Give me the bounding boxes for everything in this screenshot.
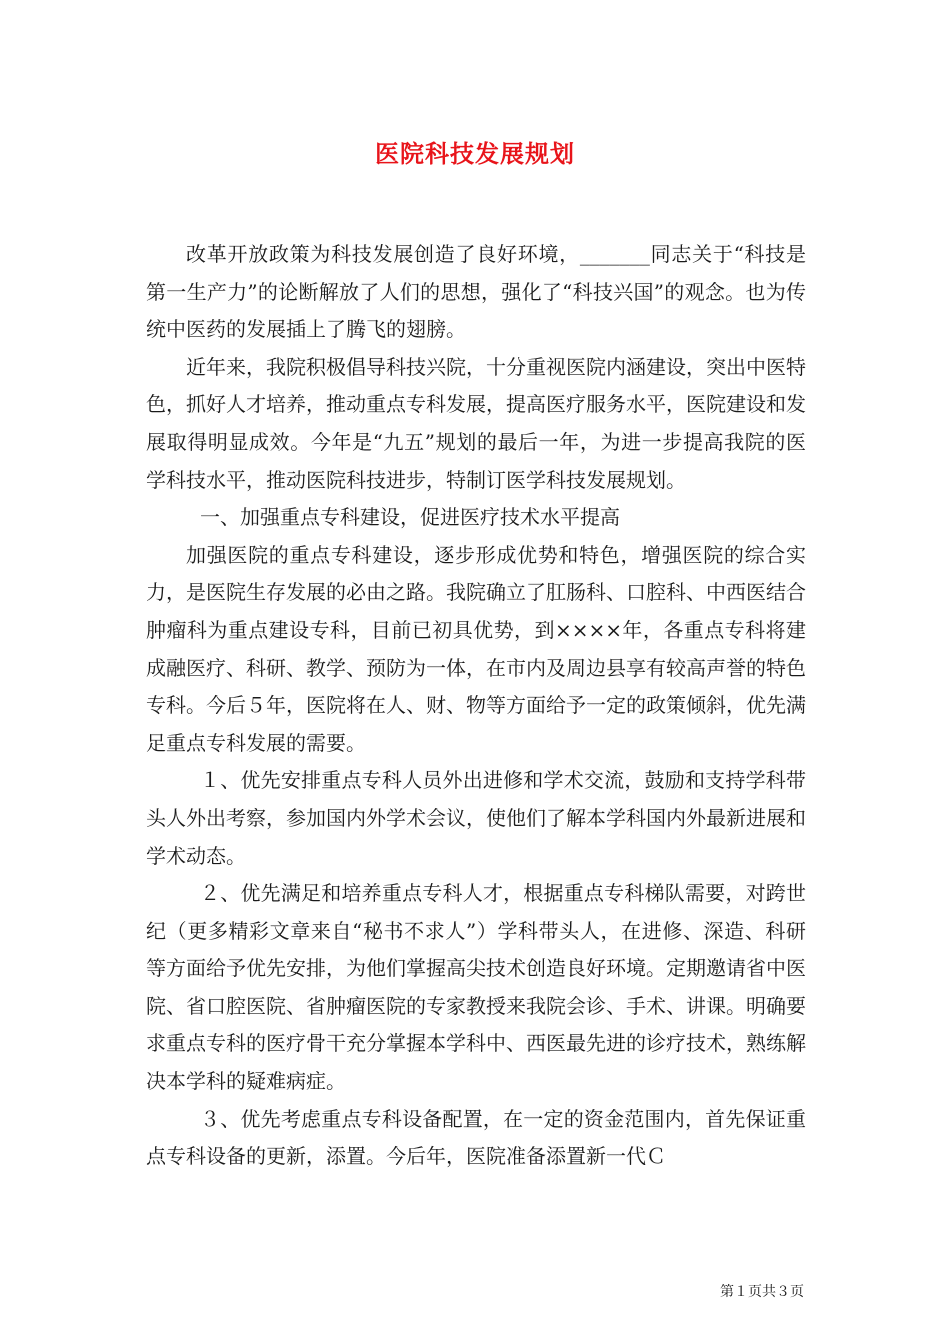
page-number: 第１页共３页 — [720, 1284, 804, 1300]
list-item: ３、优先考虑重点专科设备配置，在一定的资金范围内，首先保证重点专科设备的更新，添置。今后年，医院准备添置新一代Ｃ — [146, 1106, 806, 1169]
paragraph-intro: 改革开放政策为科技发展创造了良好环境，_______同志关于“科技是第一生产力”的论断解放了人们的思想，强化了“科技兴国”的观念。也为传统中医药的发展插上了腾飞的翅膀。 — [146, 242, 806, 342]
paragraph-recent-years: 近年来，我院积极倡导科技兴院，十分重视医院内涵建设，突出中医特色，抓好人才培养，推动重点专科发展，提高医疗服务水平，医院建设和发展取得明显成效。今年是“九五”规划的最后一年，为进一步提高我院的医学科技水平，推动医院科技进步，特制订医学科技发展规划。 — [146, 354, 806, 492]
section-intro-paragraph: 加强医院的重点专科建设，逐步形成优势和特色，增强医院的综合实力，是医院生存发展的必由之路。我院确立了肛肠科、口腔科、中西医结合肿瘤科为重点建设专科，目前已初具优势，到××××年，各重点专科将建成融医疗、科研、教学、预防为一体，在市内及周边县享有较高声誉的特色专科。今后５年，医院将在人、财、物等方面给予一定的政策倾斜，优先满足重点专科发展的需要。 — [146, 542, 806, 755]
list-item: ２、优先满足和培养重点专科人才，根据重点专科梯队需要，对跨世纪（更多精彩文章来自“秘书不求人”）学科带头人，在进修、深造、科研等方面给予优先安排，为他们掌握高尖技术创造良好环境。定期邀请省中医院、省口腔医院、省肿瘤医院的专家教授来我院会诊、手术、讲课。明确要求重点专科的医疗骨干充分掌握本学科中、西医最先进的诊疗技术，熟练解决本学科的疑难病症。 — [146, 881, 806, 1094]
document-body — [146, 236, 806, 1176]
list-item: １、优先安排重点专科人员外出进修和学术交流，鼓励和支持学科带头人外出考察，参加国内外学术会议，使他们了解本学科国内外最新进展和学术动态。 — [146, 768, 806, 868]
section-heading: 一、加强重点专科建设，促进医疗技术水平提高 — [200, 505, 620, 530]
document-title: 医院科技发展规划 — [375, 139, 575, 168]
